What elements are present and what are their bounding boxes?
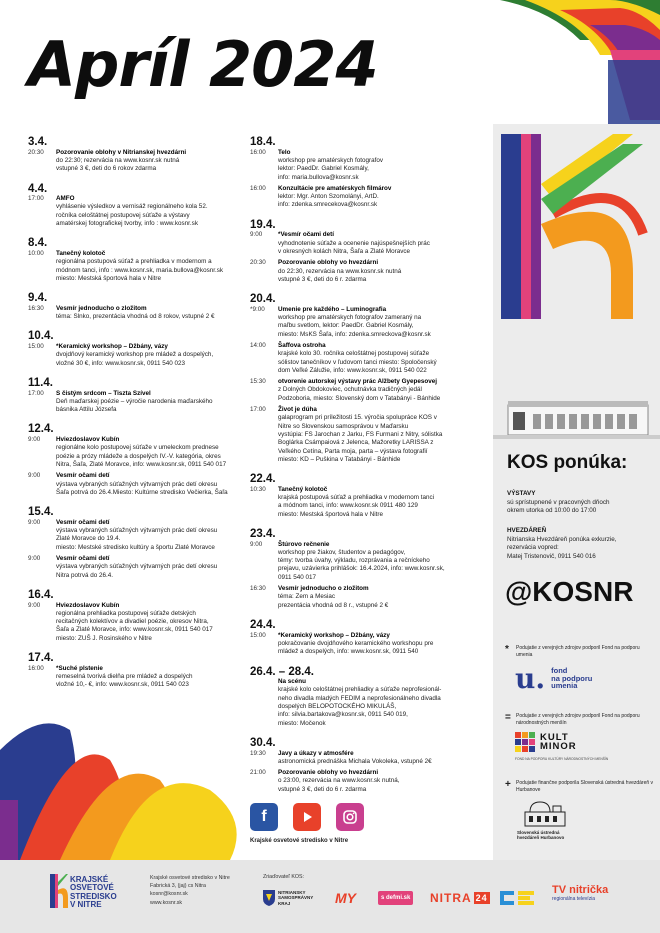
event-headline: Vesmír jednoducho o zložitom	[56, 304, 147, 312]
event-time: 20:30	[250, 259, 266, 267]
support-text: Podujatie finančne podporila Slovenská ústredná hvezdáreň v Hurbanove	[516, 780, 654, 793]
event-date: 16.4.	[28, 588, 54, 601]
event-detail-line: Šaľa a Zlaté Moravce, info: www.kosnr.sk, 0911 540 017	[56, 626, 213, 634]
partner-sdetmi-logo: s defmi.sk	[378, 891, 413, 905]
event-detail-line: vstupné 3 €, deti do 6 r. zdarma	[278, 275, 367, 283]
event-item	[28, 519, 248, 552]
day-block	[250, 528, 490, 610]
schedule-middle-column	[250, 136, 490, 803]
event-time: 19:30	[250, 749, 266, 757]
day-block	[28, 330, 248, 368]
partner-my-logo: MY	[335, 890, 356, 906]
event-detail-line: dom Veľké Zálužie, info: www.kosnr.sk, 0911 540 022	[278, 366, 427, 374]
day-block	[250, 473, 490, 519]
event-item	[250, 632, 490, 657]
fpu-logo	[515, 662, 592, 695]
event-detail-line: workshop pre amatérskych fotografov zameraný na	[278, 314, 422, 322]
observatory-icon	[520, 798, 570, 828]
fpu-logo-line: umenia	[551, 681, 578, 691]
vystavy-block	[507, 490, 652, 516]
event-date: 3.4.	[28, 136, 48, 148]
event-date: 9.4.	[28, 292, 48, 305]
event-item	[28, 390, 248, 415]
schedule-left-column	[28, 136, 248, 699]
partner-nitra-text: NITRA	[430, 891, 472, 905]
event-date: 30.4.	[250, 736, 276, 749]
support-kultminor	[505, 713, 655, 726]
event-headline: Pozorovanie oblohy v Nitrianskej hvezdárni	[56, 148, 187, 156]
event-time: 9:00	[28, 436, 41, 444]
event-item	[28, 555, 248, 580]
event-time: 9:00	[28, 601, 41, 609]
fpu-logo-line: na podporu	[551, 673, 593, 683]
event-time: 10:00	[28, 250, 44, 257]
event-detail-line: a módnom tanci, info: www.kosnr.sk 0911 480 129	[278, 502, 418, 510]
event-detail-line: vstupné 3 €, deti do 6 rokov zdarma	[56, 165, 157, 173]
event-detail-line: regionálna postupová súťaž a prehliadka v modernom a	[56, 258, 212, 266]
event-time: 21:00	[250, 769, 266, 777]
footer-org-name	[70, 876, 117, 910]
event-date: 18.4.	[250, 136, 276, 148]
kos-footer-logo-icon	[50, 874, 68, 908]
kultminor-line: MINOR	[540, 741, 577, 752]
event-item	[250, 769, 490, 794]
event-detail-line: amatérskej fotografickej tvorby, info : www.kosnr.sk	[56, 220, 198, 228]
partner-tv-logo	[552, 884, 608, 902]
event-date: 22.4.	[250, 473, 276, 486]
event-detail-line: vyhodnotenie súťaže a ocenenie najúspešnejších prác	[278, 239, 430, 247]
event-headline: otvorenie autorskej výstavy prác Alžbety Gyepesovej	[278, 378, 438, 386]
kos-heading: KOS ponúka:	[507, 452, 628, 473]
social-handle: @KOSNR	[505, 576, 634, 607]
event-detail-line: vstupné 3 €, deti do 6 r. zdarma	[278, 785, 367, 793]
day-block	[28, 183, 248, 229]
event-item	[28, 195, 248, 228]
event-date: 11.4.	[28, 376, 53, 389]
event-headline: Štúrovo rečnenie	[278, 540, 330, 548]
kultminor-logo	[515, 732, 577, 752]
kultminor-sub: FOND NA PODPORU KULTÚRY NÁRODNOSTNÝCH MENŠÍN	[515, 757, 609, 761]
event-detail-line: Veľkého Cetína, Parta moja, parta – výstava fotografií	[278, 447, 428, 455]
event-time: 16:00	[250, 184, 266, 192]
event-item	[28, 250, 248, 283]
event-headline: Šaffova ostroha	[278, 341, 326, 349]
footer-address	[150, 874, 230, 907]
event-time: 16:30	[250, 585, 266, 593]
event-headline: Na scénu	[278, 678, 306, 686]
event-date: 23.4.	[250, 527, 276, 540]
event-detail-line: recitačných kolektívov a divadiel poézie, okresov Nitra,	[56, 618, 209, 626]
event-headline: *Vesmír očami detí	[278, 231, 334, 239]
partner-nsk-text: NITRIANSKY SAMOSPRÁVNY KRAJ	[278, 889, 314, 906]
hvezdaren-line: rezervácia vopred:	[507, 544, 559, 551]
event-detail-line: regionálne kolo postupovej súťaže v umeleckom prednese	[56, 444, 219, 452]
event-time: 17:00	[28, 389, 44, 397]
event-date: 24.4.	[250, 618, 276, 631]
event-detail-line: remeselná tvorivá dielňa pre mládež a dospelých	[56, 672, 193, 680]
event-detail-line: témy: tvorba úvahy, výkladu, rozprávania a rečníckeho	[278, 557, 430, 565]
fpu-logo-letter: u.	[515, 662, 546, 695]
instagram-icon[interactable]	[336, 803, 364, 831]
event-detail-line: Boglárka Csámpaiová z Jelenca, Mažoretky LARISSA z	[278, 439, 434, 447]
event-detail-line: krajské kolo celoštátnej prehliadky a súťaže neprofesionál-	[278, 686, 442, 694]
event-headline: Javy a úkazy v atmosfére	[278, 749, 354, 757]
support-fpu	[505, 645, 655, 658]
event-time: 10:30	[250, 485, 266, 493]
hvezdaren-title: HVEZDÁREŇ	[507, 527, 547, 534]
hvezdaren-line: Nitrianska Hvezdáreň ponúka exkurzie,	[507, 535, 617, 543]
partner-nsk-logo	[263, 887, 318, 909]
event-detail-line: výstava vybraných súťažných výtvarných prác detí okresu	[56, 480, 218, 488]
event-item	[250, 259, 490, 284]
event-detail-line: poézie a prózy mládeže a dospelých IV.-V. kategória, okres	[56, 452, 221, 460]
event-detail-line: mládež a dospelých, info: www.kosnr.sk, 0911 540	[278, 648, 419, 656]
event-detail-line: prezentácia vhodná od 8 r., vstupné 2 €	[278, 601, 389, 609]
event-headline: Vesmír očami detí	[56, 472, 110, 480]
vystavy-line: sú sprístupnené v pracovných dňoch	[507, 498, 610, 506]
hvezdaren-line: Matej Tristenovič, 0911 540 016	[507, 552, 596, 560]
footer-address-line[interactable]: www.kosnr.sk	[150, 899, 183, 906]
event-headline: Tanečný kolotoč	[56, 250, 106, 257]
event-detail-line: módnom tanci, info : www.kosnr.sk, maria.bullova@kosnr.sk	[56, 266, 224, 274]
event-detail-line: téma: Zem a Mesiac	[278, 593, 336, 601]
event-detail-line: ročníka celoštátnej postupovej súťaže a výstavy	[56, 211, 190, 219]
event-item	[28, 436, 248, 469]
event-date: 4.4.	[28, 182, 48, 195]
event-detail-line: 0911 540 017	[278, 573, 317, 581]
day-block	[250, 737, 490, 794]
support-text: Podujatie z verejných zdrojov podporil Fond na podporu umenia	[516, 645, 640, 658]
decoration-top-right	[430, 0, 660, 130]
event-date: 19.4.	[250, 218, 276, 231]
partner-ce-icon	[500, 889, 534, 907]
suh-logo-text	[517, 830, 564, 841]
event-headline: Tanečný kolotoč	[278, 485, 328, 493]
event-time: 20:30	[28, 148, 44, 156]
event-detail-line: Nitra potrvá do 26.4.	[56, 571, 114, 579]
suh-logo-line: Slovenská ústredná	[517, 830, 560, 835]
event-detail-line: miesto: KD – Puškina v Tatabányi - Bánhide	[278, 455, 401, 463]
event-detail-line: pokračovanie dvojdňového keramického workshopu pre	[278, 639, 434, 647]
event-detail-line: vystúpia: FS Jarochan z Jarku, FS Furmani z Nitry, sólistka	[278, 430, 443, 438]
event-detail-line: lektor: PaedDr. Gabriel Kosmály,	[278, 165, 369, 173]
event-detail-line: maľbu svetlom, lektor: PaedDr. Gabriel Kosmály,	[278, 322, 414, 330]
event-item	[250, 185, 490, 210]
footer-org-line: V NITRE	[70, 900, 102, 910]
event-time: 15:30	[250, 378, 266, 386]
decoration-bottom-left	[0, 690, 250, 860]
event-headline: Pozorovanie oblohy vo hvezdárni	[278, 259, 379, 267]
event-detail-line: vložné 30 €, info: www.kosnr.sk, 0911 540 023	[56, 359, 186, 367]
partner-tv-sub: regionálna televízia	[552, 896, 596, 902]
event-detail-line: Deň maďarskej poézie – výročie narodenia maďarského	[56, 397, 213, 405]
day-block	[28, 292, 248, 321]
event-item	[250, 231, 490, 256]
day-block	[28, 506, 248, 580]
event-detail-line: prejavu, uzávierka prihlášok: 16.4.2024, info: www.kosnr.sk,	[278, 565, 445, 573]
event-detail-line: Nitra, Šaľa, Zlaté Moravce, info: www.kosnr.sk, 0911 540 017	[56, 461, 227, 469]
kos-logo-graphic-overlay	[493, 124, 660, 324]
support-mark: +	[505, 779, 511, 790]
event-time: 17:00	[250, 406, 266, 414]
partner-tv-text: TV nitrička	[552, 884, 609, 896]
event-detail-line: do 22:30; rezervácia na www.kosnr.sk nutná	[56, 156, 180, 164]
event-headline: Pozorovanie oblohy vo hvezdárni	[278, 769, 379, 777]
event-detail-line: Zlaté Moravce do 19.4.	[56, 535, 121, 543]
event-time: 16:00	[28, 664, 44, 672]
suh-logo-line: hvezdáreň Hurbanovo	[517, 835, 565, 841]
event-headline: *Suché plstenie	[56, 664, 103, 672]
event-time: 15:00	[250, 631, 266, 639]
social-caption: Krajské osvetové stredisko v Nitre	[250, 838, 349, 844]
event-detail-line: krajská postupová súťaž a prehliadka v modernom tanci	[278, 494, 435, 502]
event-date: 15.4.	[28, 506, 54, 519]
event-detail-line: miesto: Mestské stredisko kultúry a športu Zlaté Moravce	[56, 543, 215, 551]
event-detail-line: z Dolných Obdokoviec, ochutnávka tradičných jedál	[278, 386, 422, 394]
partner-nitra-logo: NITRA 24	[430, 891, 488, 905]
support-suh	[505, 780, 655, 793]
event-time: 9:00	[28, 518, 41, 526]
event-detail-line: workshop pre amatérskych fotografov	[278, 156, 383, 164]
event-date: 17.4.	[28, 652, 54, 665]
event-date: 26.4. – 28.4.	[250, 665, 314, 678]
day-block	[28, 589, 248, 643]
footer-address-line[interactable]: kosnr@kosnr.sk	[150, 891, 188, 898]
hvezdaren-block	[507, 527, 652, 561]
event-detail-line: téma: Slnko, prezentácia vhodná od 8 rokov, vstupné 2 €	[56, 313, 215, 321]
day-block	[250, 219, 490, 284]
event-headline: Konzultácie pre amatérskych filmárov	[278, 184, 392, 192]
event-item	[28, 602, 248, 643]
event-item	[28, 305, 248, 322]
event-headline: Vesmír očami detí	[56, 518, 110, 526]
event-detail-line: Šaľa potrvá do 26.4.Miesto: Kultúrne stredisko Večierka, Šaľa	[56, 488, 228, 496]
event-headline: Umenie pre každého – Luminografia	[278, 305, 387, 313]
event-headline: *Keramický workshop – Džbány, vázy	[278, 631, 390, 639]
day-block	[250, 136, 490, 210]
event-time: 9:00	[250, 540, 263, 548]
event-item	[250, 585, 490, 610]
building-illustration-overlay	[493, 385, 660, 445]
event-time: 15:00	[28, 343, 44, 351]
event-detail-line: básnika Attilu Józsefa	[56, 406, 117, 414]
support-mark: =	[505, 712, 511, 723]
event-detail-line: Nitre so Slovenskou samosprávou v Maďarsku	[278, 422, 409, 430]
event-headline: Hviezdoslavov Kubín	[56, 436, 120, 444]
event-item	[28, 343, 248, 368]
event-time: *9:00	[250, 305, 265, 313]
event-date: 20.4.	[250, 293, 276, 306]
footer-address-line: Krajské osvetové stredisko v Nitre	[150, 875, 230, 881]
event-detail-line: info: silvia.bartakova@kosnr.sk, 0911 540 019,	[278, 711, 408, 719]
event-headline: Telo	[278, 148, 291, 156]
event-detail-line: vložné 10,- €, info: www.kosnr.sk, 0911 540 023	[56, 681, 189, 689]
event-detail-line: galaprogram pri príležitosti 15. výročia spolupráce KOS v	[278, 414, 437, 422]
day-block	[28, 237, 248, 283]
event-time	[250, 678, 278, 728]
footer-org-line: OSVETOVÉ	[70, 883, 114, 893]
event-item	[250, 378, 490, 403]
event-detail-line: v okresných kolách Nitra, Šaľa a Zlaté Moravce	[278, 247, 411, 255]
event-item	[250, 406, 490, 464]
youtube-icon[interactable]	[293, 803, 321, 831]
event-detail-line: info: zdenka.smrecekova@kosnr.sk	[278, 201, 378, 209]
event-headline: S čistým srdcom – Tiszta Szível	[56, 389, 151, 397]
footer-org-line: KRAJSKÉ	[70, 875, 109, 884]
event-time: 9:00	[28, 555, 41, 563]
event-detail-line: miesto: ZUŠ J. Rosinského v Nitre	[56, 634, 152, 642]
event-date: 10.4.	[28, 330, 54, 343]
event-headline: *Keramický workshop – Džbány, vázy	[56, 343, 168, 351]
support-text: Podujatie z verejných zdrojov podporil Fond na podporu národnostných menšín	[516, 713, 640, 726]
event-detail-line: výstava vybraných súťažných výtvarných prác detí okresu	[56, 563, 218, 571]
day-block	[250, 619, 490, 657]
event-detail-line: dvojdňový keramický workshop pre mládež a dospelých,	[56, 351, 214, 359]
event-detail-line: dospelých BELOPOTOCKÉHO MIKULÁŠ,	[278, 703, 397, 711]
event-detail-line: neho divadla mladých FEDIM a neprofesionálneho divadla	[278, 694, 441, 702]
event-item	[28, 472, 248, 497]
event-headline: Vesmír očami detí	[56, 555, 110, 563]
event-item	[250, 750, 490, 767]
event-detail-line: Podzoboria, miesto: Slovenský dom v Tatabányi - Bánhide	[278, 394, 441, 402]
facebook-icon[interactable]: f	[250, 803, 278, 831]
event-time: 16:00	[250, 148, 266, 156]
partners-label: Zriaďovateľ KOS:	[263, 874, 305, 880]
event-detail-line: do 22:30, rezervácia na www.kosnr.sk nutná	[278, 267, 402, 275]
event-time: 17:00	[28, 195, 44, 203]
event-item	[28, 665, 248, 690]
event-time: 14:00	[250, 341, 266, 349]
event-detail-line: výstava vybraných súťažných výtvarných prác detí okresu	[56, 527, 218, 535]
page-title: Apríl 2024	[28, 28, 378, 101]
event-detail-line: miesto: Mestská športová hala v Nitre	[56, 274, 161, 282]
day-block	[28, 423, 248, 497]
footer-address-line: Fabrická 3, (jaj) cs Nitra	[150, 883, 206, 890]
event-item	[250, 541, 490, 582]
fpu-logo-line: fond	[551, 665, 568, 675]
event-date: 8.4.	[28, 237, 48, 250]
day-block	[250, 666, 490, 728]
event-item	[250, 678, 490, 728]
event-item	[28, 149, 248, 174]
event-item	[250, 149, 490, 182]
event-detail-line: regionálna prehliadka postupovej súťaže detských	[56, 609, 196, 617]
event-headline: Život je dúha	[278, 406, 317, 414]
event-time: 16:30	[28, 304, 44, 312]
event-headline: Vesmír jednoducho o zložitom	[278, 585, 369, 593]
day-block	[28, 377, 248, 415]
support-mark: *	[505, 644, 509, 655]
event-detail-line: info: maria.bullova@kosnr.sk	[278, 173, 359, 181]
event-detail-line: astronomická prednáška Michala Vokoleka, vstupné 2€	[278, 757, 432, 765]
day-block	[250, 293, 490, 464]
vystavy-line: okrem utorka od 10:00 do 17:00	[507, 507, 597, 514]
event-item	[250, 342, 490, 375]
event-detail-line: lektor: Mgr. Anton Szomolányi, ArtD.	[278, 193, 379, 201]
event-detail-line: vyhlásenie výsledkov a vernisáž regionálneho kola 52.	[56, 203, 208, 211]
kultminor-line: KULT	[540, 731, 569, 743]
event-detail-line: krajské kolo 30. ročníka celoštátnej postupovej súťaže	[278, 350, 430, 358]
event-date: 12.4.	[28, 423, 54, 436]
event-detail-line: miesto: Mestská športová hala v Nitre	[278, 510, 383, 518]
event-item	[250, 486, 490, 519]
event-detail-line: workshop pre žiakov, študentov a pedagógov,	[278, 548, 406, 556]
event-detail-line: miesto: Močenok	[278, 719, 326, 727]
event-time: 9:00	[28, 472, 41, 480]
vystavy-title: VÝSTAVY	[507, 490, 536, 497]
event-time: 9:00	[250, 231, 263, 239]
event-headline: Hviezdoslavov Kubín	[56, 601, 120, 609]
nsk-crest-icon	[263, 890, 275, 906]
event-detail-line: o 23:00, rezervácia na www.kosnr.sk nutná,	[278, 777, 400, 785]
footer-org-line: STREDISKO	[70, 891, 117, 901]
event-detail-line: sólistov tanečníkov v ľudovom tanci miesto: Spoločenský	[278, 358, 437, 366]
day-block	[28, 136, 248, 174]
kultminor-mark-icon	[515, 732, 535, 752]
event-detail-line: miesto: MsKS Šaľa, info: zdenka.smreckova@kosnr.sk	[278, 330, 431, 338]
event-headline: AMFO	[56, 195, 75, 203]
day-block	[28, 652, 248, 690]
event-item	[250, 306, 490, 339]
